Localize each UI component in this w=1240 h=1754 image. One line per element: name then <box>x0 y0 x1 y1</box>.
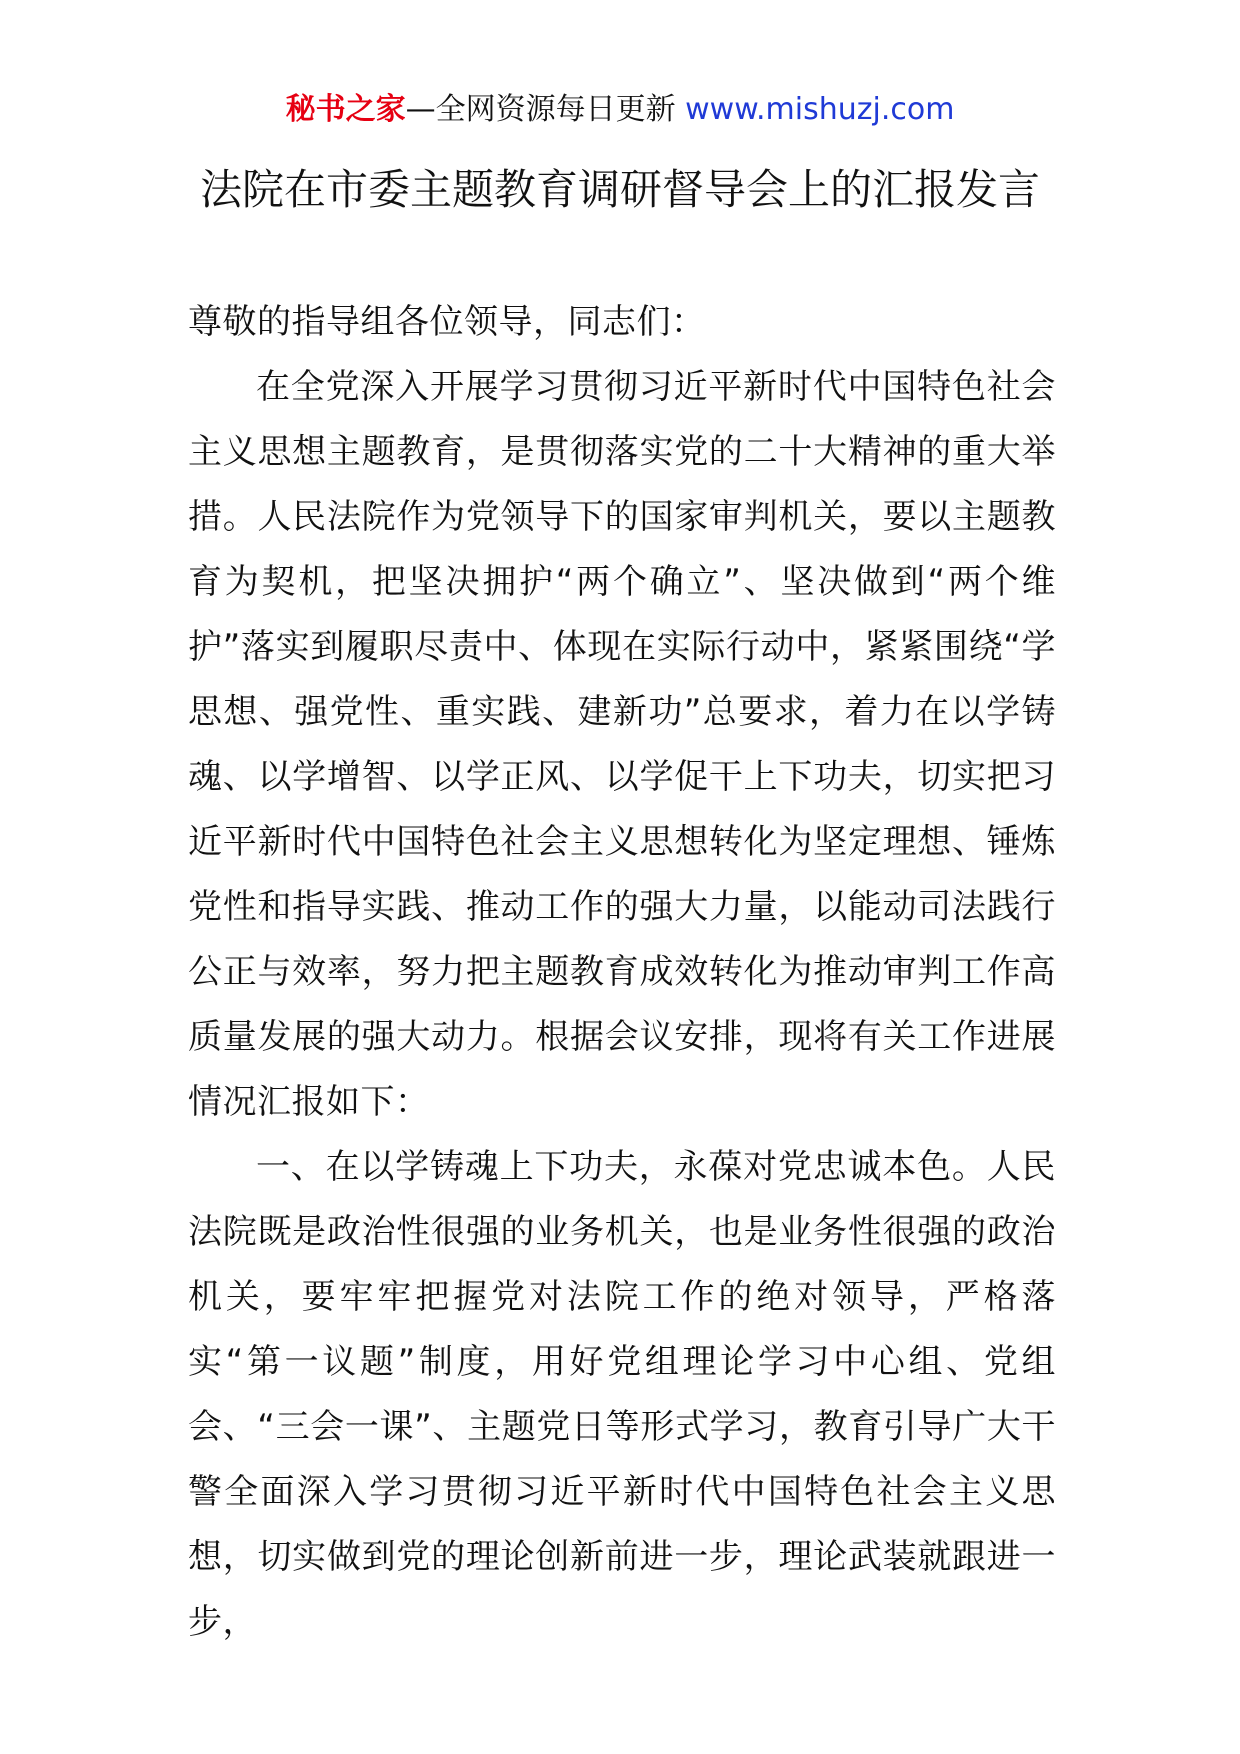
section-1-text: 人民法院既是政治性很强的业务机关，也是业务性很强的政治机关，要牢牢把握党对法院工作的绝对领导，严格落实“第一议题”制度，用好党组理论学习中心组、党组会、“三会一课”、主题党日等形式学习，教育引导广大干警全面深入学习贯彻习近平新时代中国特色社会主义思想，切实做到党的理论创新前进一步，理论武装就跟进一步， <box>188 1147 1056 1642</box>
section-1-paragraph <box>188 1135 1056 1655</box>
intro-paragraph: 在全党深入开展学习贯彻习近平新时代中国特色社会主义思想主题教育，是贯彻落实党的二十大精神的重大举措。人民法院作为党领导下的国家审判机关，要以主题教育为契机，把坚决拥护“两个确立”、坚决做到“两个维护”落实到履职尽责中、体现在实际行动中，紧紧围绕“学思想、强党性、重实践、建新功”总要求，着力在以学铸魂、以学增智、以学正风、以学促干上下功夫，切实把习近平新时代中国特色社会主义思想转化为坚定理想、锤炼党性和指导实践、推动工作的强大力量，以能动司法践行公正与效率，努力把主题教育成效转化为推动审判工作高质量发展的强大动力。根据会议安排，现将有关工作进展情况汇报如下： <box>188 367 1056 1122</box>
document-body <box>188 290 1056 1655</box>
brand-name: 秘书之家 <box>285 92 406 127</box>
header-tagline: —全网资源每日更新 <box>405 92 686 127</box>
site-url-link[interactable]: www.mishuzj.com <box>685 92 955 127</box>
section-1-heading: 一、在以学铸魂上下功夫，永葆对党忠诚本色。 <box>256 1147 987 1187</box>
document-title: 法院在市委主题教育调研督导会上的汇报发言 <box>199 165 1040 214</box>
site-header <box>0 90 1240 130</box>
salutation: 尊敬的指导组各位领导，同志们： <box>188 302 706 342</box>
